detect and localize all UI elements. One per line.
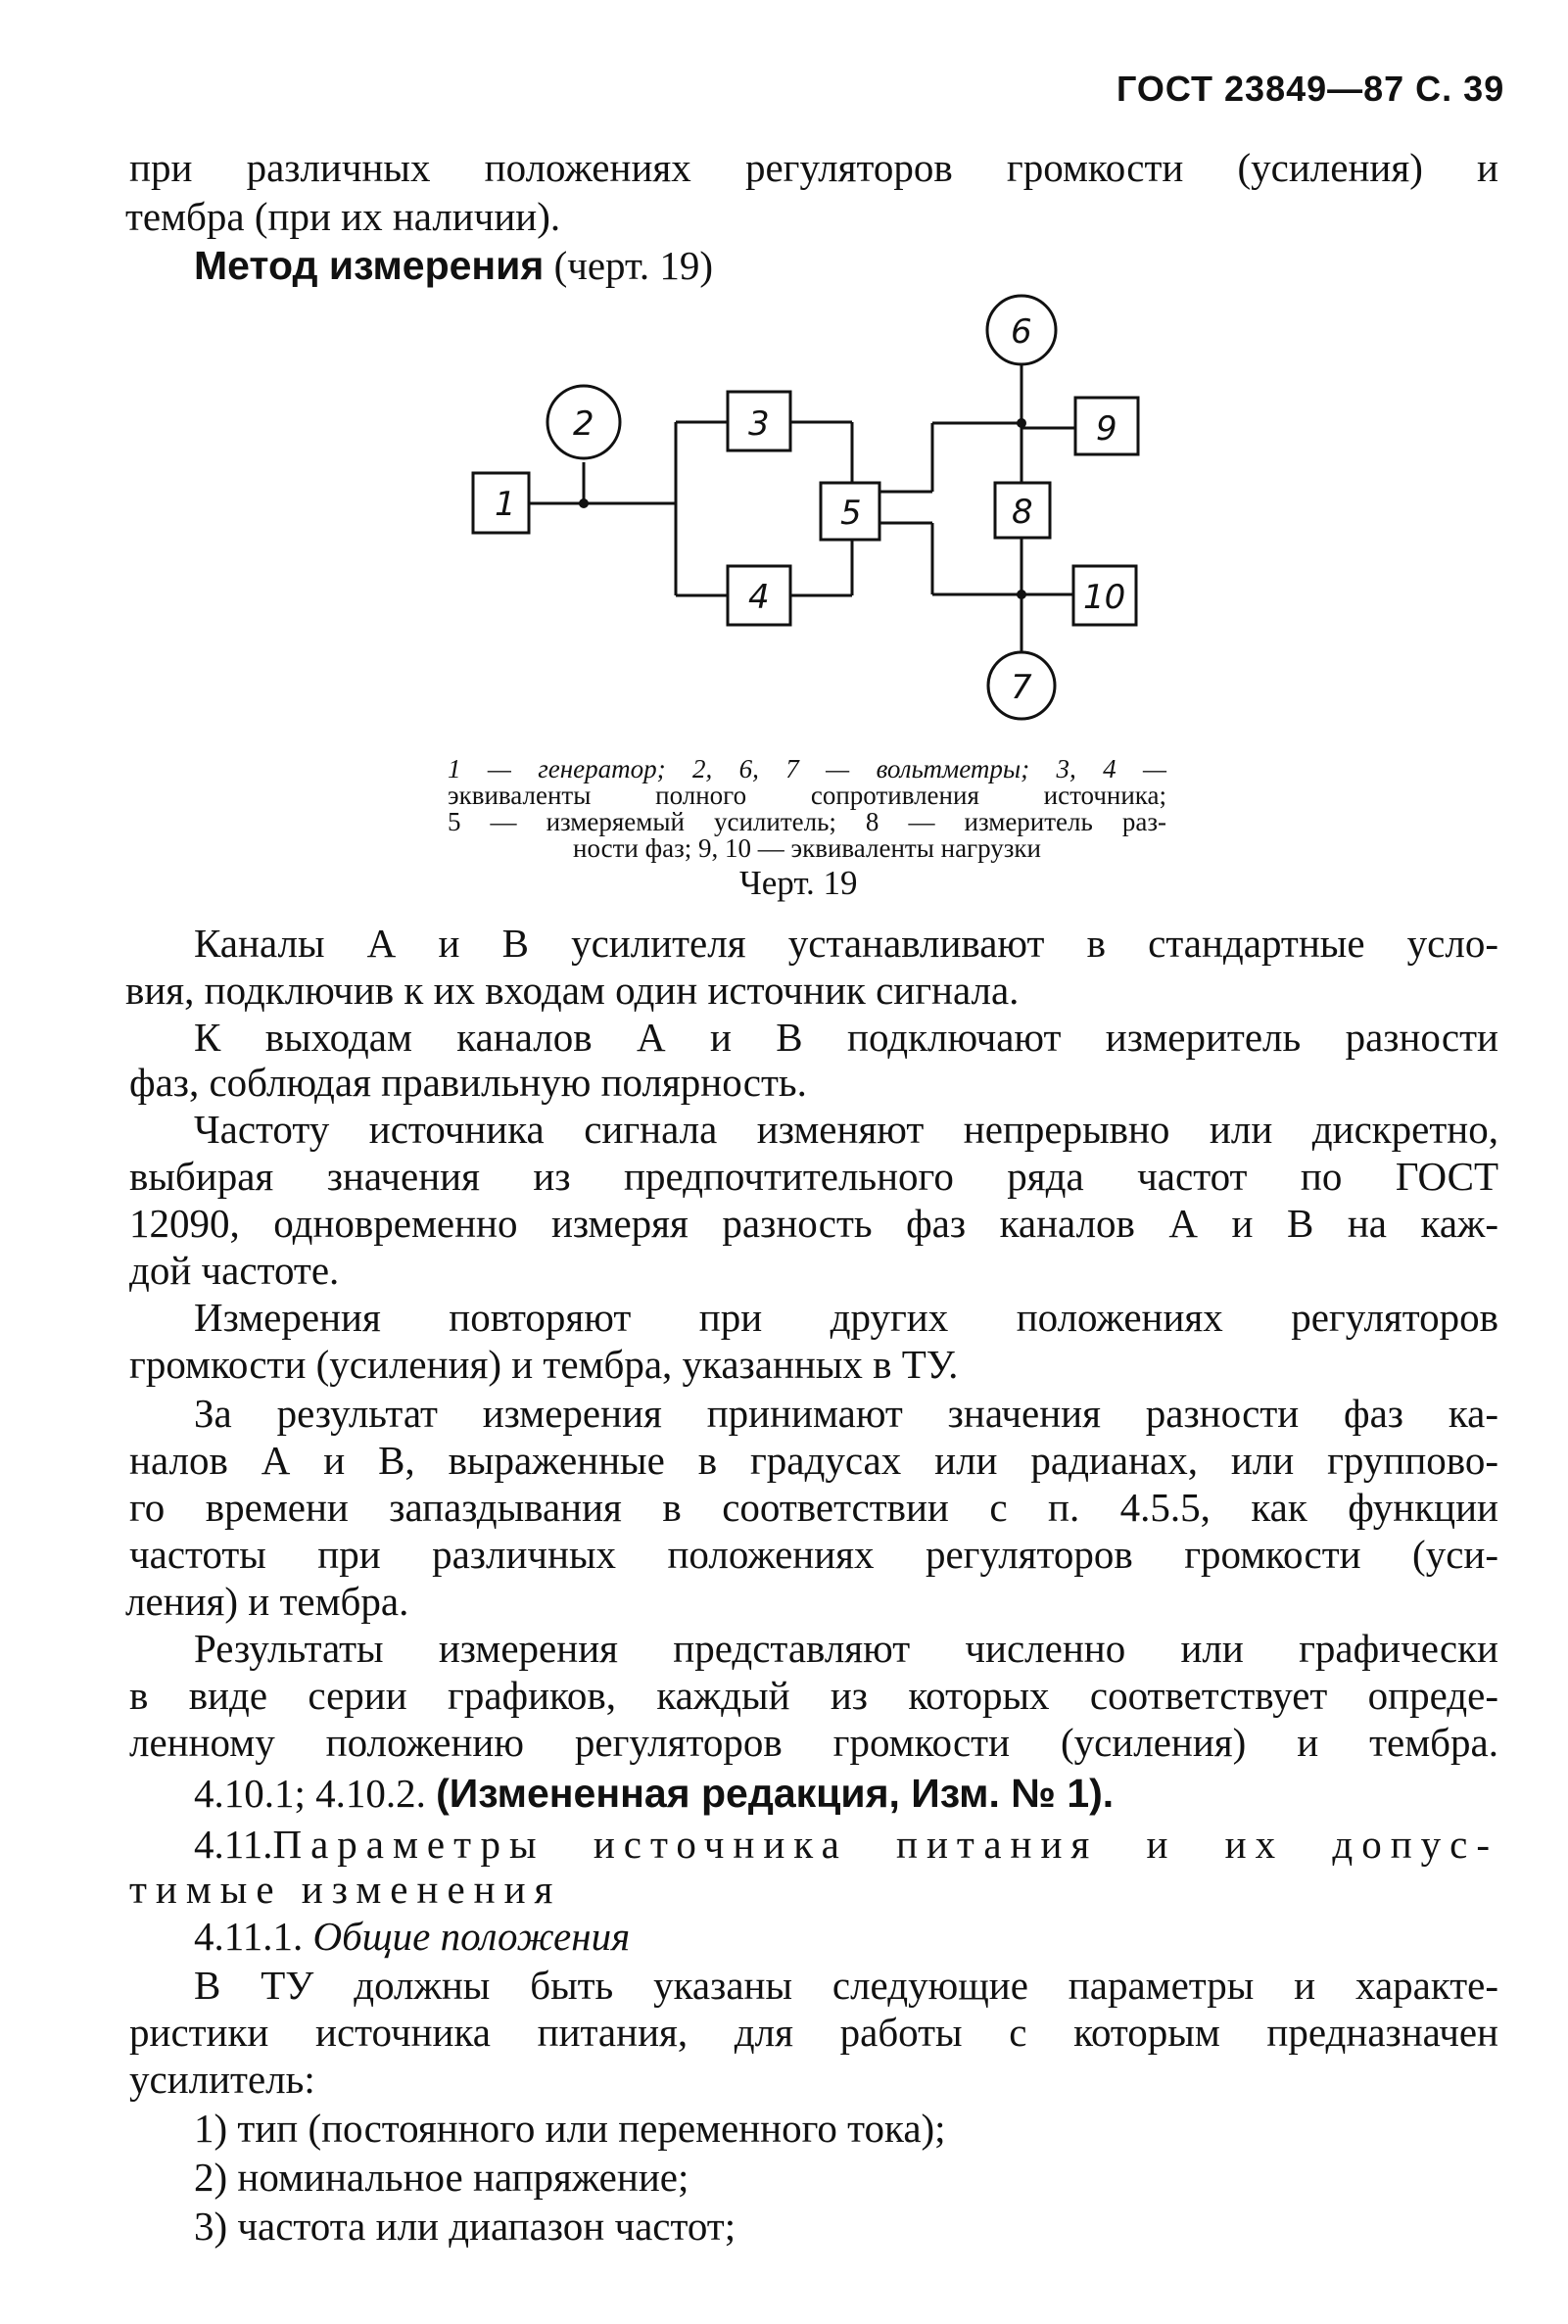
p1-line-1: Каналы А и В усилителя устанавливают в стандартные усло- xyxy=(194,921,1498,966)
p2-line-2: фаз, соблюдая правильную полярность. xyxy=(129,1060,807,1105)
list-item-3: 3) частота или диапазон частот; xyxy=(194,2204,736,2249)
tu-line-3: усилитель: xyxy=(129,2057,315,2102)
p4-line-1: Измерения повторяют при других положениях регуляторов xyxy=(194,1295,1498,1340)
p6-line-1: Результаты измерения представляют численно или графически xyxy=(194,1626,1498,1671)
p3-line-4: дой частоте. xyxy=(129,1248,340,1293)
p5-line-2: налов А и В, выраженные в градусах или радианах, или группово- xyxy=(129,1438,1498,1483)
p1-line-2: вия, подключив к их входам один источник сигнала. xyxy=(125,968,1020,1013)
block-1-generator xyxy=(473,473,529,533)
subsection-number: 4.11.1. xyxy=(194,1914,313,1959)
p5-line-5: ления) и тембра. xyxy=(125,1579,409,1624)
intro-line-1: при различных положениях регуляторов громкости (усиления) и xyxy=(129,145,1498,190)
amendment-number: 4.10.1; 4.10.2. xyxy=(194,1771,437,1816)
p5-line-1: За результат измерения принимают значения разности фаз ка- xyxy=(194,1391,1498,1436)
block-9-label: 9 xyxy=(1096,409,1117,449)
block-4-source-equivalent xyxy=(728,566,790,625)
caption-line-4: ности фаз; 9, 10 — эквиваленты нагрузки xyxy=(573,833,1041,863)
block-9-load-equivalent xyxy=(1075,398,1138,454)
section-title-line-1: Параметры источника питания и их допус- xyxy=(272,1822,1498,1867)
section-number: 4.11. xyxy=(194,1822,273,1867)
circle-6-label: 6 xyxy=(1011,312,1032,352)
subsection-heading xyxy=(194,1914,630,1959)
block-1-label: 1 xyxy=(495,485,516,524)
method-heading-rest: (черт. 19) xyxy=(544,243,713,288)
method-heading-bold: Метод измерения xyxy=(194,243,545,288)
block-8-phase-meter xyxy=(995,483,1050,538)
p3-line-2: выбирая значения из предпочтительного ряда частот по ГОСТ xyxy=(129,1154,1498,1199)
circle-2-label: 2 xyxy=(573,404,594,444)
circle-7-label: 7 xyxy=(1011,668,1032,707)
list-item-2: 2) номинальное напряжение; xyxy=(194,2155,689,2200)
circle-6-voltmeter xyxy=(987,296,1056,364)
amendment-bold: (Измененная редакция, Изм. № 1). xyxy=(436,1771,1115,1816)
junction-dot xyxy=(579,498,589,508)
caption-line-2: эквиваленты полного сопротивления источника; xyxy=(448,781,1166,810)
circle-2-voltmeter xyxy=(547,386,620,458)
amendment-note xyxy=(194,1771,1114,1816)
page-header: ГОСТ 23849—87 С. 39 xyxy=(1117,69,1505,109)
p6-line-2: в виде серии графиков, каждый из которых соответствует опреде- xyxy=(129,1673,1498,1718)
block-5-amplifier xyxy=(821,483,879,540)
p5-line-4: частоты при различных положениях регуляторов громкости (уси- xyxy=(129,1532,1498,1577)
junction-dot xyxy=(1017,418,1026,428)
intro-line-2: тембра (при их наличии). xyxy=(125,194,561,239)
block-4-label: 4 xyxy=(748,578,770,617)
list-item-1: 1) тип (постоянного или переменного тока); xyxy=(194,2106,946,2151)
tu-line-1: В ТУ должны быть указаны следующие параметры и характе- xyxy=(194,1963,1498,2008)
section-heading xyxy=(194,1822,1498,1867)
p4-line-2: громкости (усиления) и тембра, указанных в ТУ. xyxy=(129,1342,959,1387)
p5-line-3: го времени запаздывания в соответствии с п. 4.5.5, как функции xyxy=(129,1485,1498,1530)
caption-line-3: 5 — измеряемый усилитель; 8 — измеритель раз- xyxy=(448,807,1166,836)
block-10-label: 10 xyxy=(1083,578,1126,617)
tu-line-2: ристики источника питания, для работы с которым предназначен xyxy=(129,2010,1498,2055)
block-3-source-equivalent xyxy=(728,392,790,451)
block-10-load-equivalent xyxy=(1073,566,1136,625)
section-title-line-2: тимые изменения xyxy=(129,1867,562,1912)
block-3-label: 3 xyxy=(748,404,770,444)
caption-line-1: 1 — генератор; 2, 6, 7 — вольтметры; 3, 4 — xyxy=(448,754,1166,783)
circle-7-voltmeter xyxy=(988,652,1055,719)
block-8-label: 8 xyxy=(1012,493,1033,532)
p3-line-1: Частоту источника сигнала изменяют непрерывно или дискретно, xyxy=(194,1107,1498,1152)
p6-line-3: ленному положению регуляторов громкости (усиления) и тембра. xyxy=(129,1720,1498,1765)
block-5-label: 5 xyxy=(840,494,862,533)
p2-line-1: К выходам каналов А и В подключают измеритель разности xyxy=(194,1015,1498,1060)
p3-line-3: 12090, одновременно измеряя разность фаз каналов А и В на каж- xyxy=(129,1201,1498,1246)
junction-dot xyxy=(1017,590,1026,599)
subsection-title: Общие положения xyxy=(312,1914,631,1959)
figure-title: Черт. 19 xyxy=(739,864,858,902)
